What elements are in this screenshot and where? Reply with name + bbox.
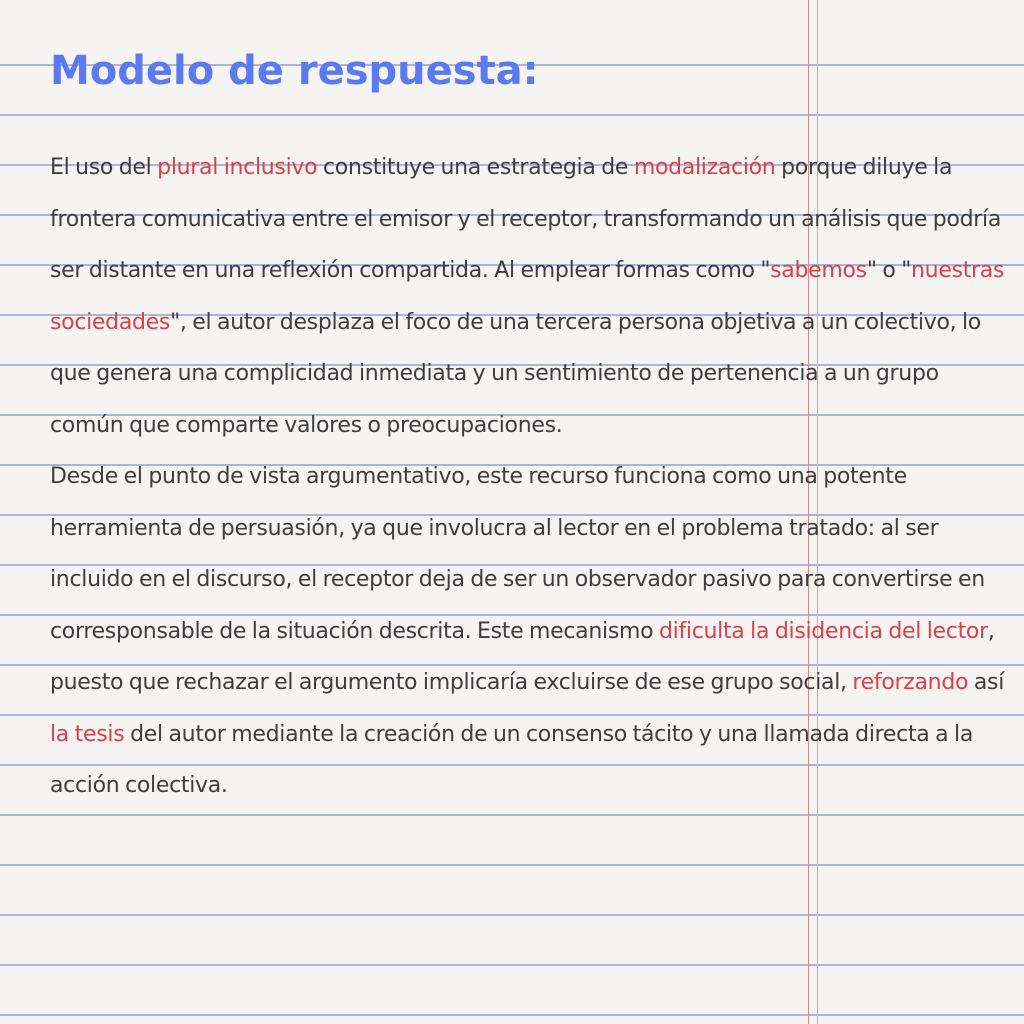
highlighted-term: sabemos <box>770 258 867 283</box>
highlighted-term: modalización <box>633 155 776 180</box>
highlighted-term: dificulta la disidencia del lector <box>658 618 988 644</box>
paragraph-2 <box>50 451 1010 812</box>
paragraph-1 <box>50 142 1010 451</box>
highlighted-term: reforzando <box>852 670 969 695</box>
text-segment: ", el autor desplaza el foco de una tercera persona objetiva a un colectivo, lo que genera una complicidad inmediata y un sentimiento de pertenencia a un grupo común que comparte valores o preocupaciones. <box>50 309 981 438</box>
highlighted-term: la tesis <box>50 721 125 747</box>
text-segment: El uso del <box>50 155 158 180</box>
text-segment: porque diluye la frontera comunicativa entre el emisor y el receptor, transformando un análisis que podría ser distante en una reflexión compartida. Al emplear formas como " <box>50 155 1002 283</box>
text-segment: así <box>968 670 1005 695</box>
highlighted-term: plural inclusivo <box>157 155 318 180</box>
text-segment: , puesto que rechazar el argumento implicaría excluirse de ese grupo social, <box>50 618 995 695</box>
text-segment: del autor mediante la creación de un consenso tácito y una llamada directa a la acción colectiva. <box>50 721 974 798</box>
answer-body <box>50 142 1010 812</box>
highlighted-term: nuestras sociedades <box>50 258 1005 335</box>
text-segment: constituye una estrategia de <box>317 155 634 180</box>
text-segment: " o " <box>866 258 912 283</box>
text-segment: Desde el punto de vista argumentativo, este recurso funciona como una potente herramienta de persuasión, ya que involucra al lector en el problema tratado: al ser incluido en el discurso, el receptor deja de ser un observador pasivo para convertirse en corresponsable de la situación descrita. Este mecanismo <box>50 464 985 644</box>
page-title: Modelo de respuesta: <box>50 48 539 94</box>
